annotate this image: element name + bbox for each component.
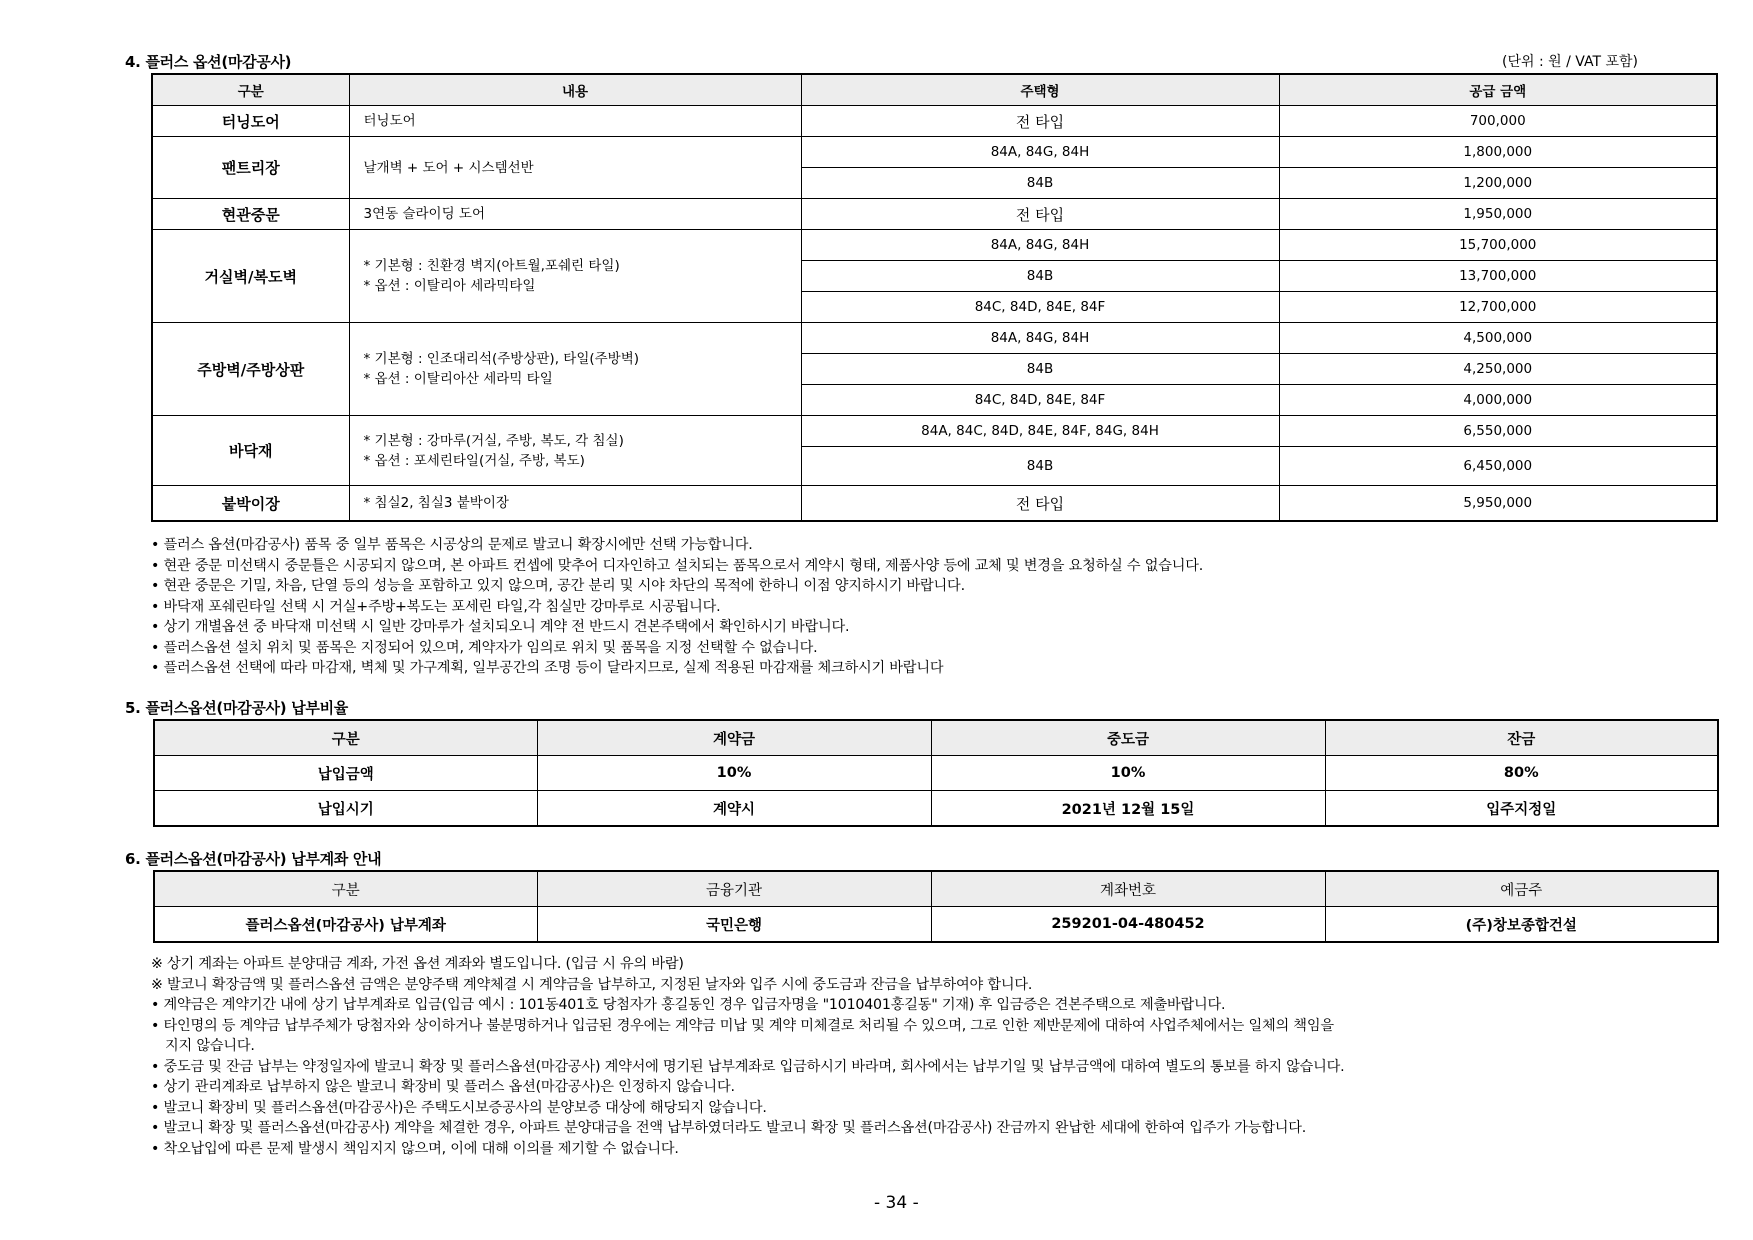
content-cell: 날개벽 + 도어 + 시스템선반 xyxy=(349,137,801,199)
price-cell: 1,800,000 xyxy=(1279,137,1717,168)
type-cell: 전 타입 xyxy=(801,106,1279,137)
header-house-type: 주택형 xyxy=(801,74,1279,106)
note-item: • 플러스옵션 선택에 따라 마감재, 벽체 및 가구계획, 일부공간의 조명 등이 달라지므로, 실제 적용된 마감재를 체크하시기 바랍니다 xyxy=(151,660,944,676)
note-item: • 계약금은 계약기간 내에 상기 납부계좌로 입금(입금 예시 : 101동401호 당첨자가 홍길동인 경우 입금자명을 "1010401홍길동" 기재) 후 입금증은 견본주택으로 제출바랍니다. xyxy=(151,997,1226,1013)
header-price: 공급 금액 xyxy=(1279,74,1717,106)
header-content: 내용 xyxy=(349,74,801,106)
type-cell: 84A, 84G, 84H xyxy=(801,137,1279,168)
type-cell: 84B xyxy=(801,447,1279,486)
section5-title: 5. 플러스옵션(마감공사) 납부비율 xyxy=(125,699,348,717)
ratio-cell: 80% xyxy=(1325,756,1718,791)
header-category: 구분 xyxy=(154,871,537,907)
table-row xyxy=(154,756,1718,791)
note-item: ※ 상기 계좌는 아파트 분양대금 계좌, 가전 옵션 계좌와 별도입니다. (입금 시 유의 바람) xyxy=(151,956,684,972)
header-category: 구분 xyxy=(154,720,537,756)
price-cell: 1,200,000 xyxy=(1279,168,1717,199)
account-info-table xyxy=(153,870,1719,943)
table-row xyxy=(152,486,1717,522)
note-item: • 플러스 옵션(마감공사) 품목 중 일부 품목은 시공상의 문제로 발코니 확장시에만 선택 가능합니다. xyxy=(151,537,753,553)
content-line: * 기본형 : 인조대리석(주방상판), 타일(주방벽) xyxy=(363,351,640,367)
content-line: * 기본형 : 강마루(거실, 주방, 복도, 각 침실) xyxy=(363,432,624,449)
type-cell: 84C, 84D, 84E, 84F xyxy=(801,385,1279,416)
type-cell: 전 타입 xyxy=(801,486,1279,522)
content-line: * 기본형 : 친환경 벽지(아트월,포쉐린 타일) xyxy=(363,258,620,274)
note-item: • 타인명의 등 계약금 납부주체가 당첨자와 상이하거나 불분명하거나 입금된 경우에는 계약금 미납 및 계약 미체결로 처리될 수 있으며, 그로 인한 제반문제에 대하여 사업주체에서는 일체의 책임을 xyxy=(151,1017,1334,1034)
category-cell: 팬트리장 xyxy=(152,137,349,199)
type-cell: 84A, 84C, 84D, 84E, 84F, 84G, 84H xyxy=(801,416,1279,447)
content-line: * 옵션 : 포세린타일(거실, 주방, 복도) xyxy=(363,452,585,469)
category-cell: 현관중문 xyxy=(152,199,349,230)
category-cell: 주방벽/주방상판 xyxy=(152,323,349,416)
account-holder-cell: (주)창보종합건설 xyxy=(1325,907,1718,943)
type-cell: 84C, 84D, 84E, 84F xyxy=(801,292,1279,323)
section4-title: 4. 플러스 옵션(마감공사) xyxy=(125,53,292,71)
price-cell: 700,000 xyxy=(1279,106,1717,137)
price-cell: 4,250,000 xyxy=(1279,354,1717,385)
section4-notes xyxy=(151,535,1203,679)
section6-title: 6. 플러스옵션(마감공사) 납부계좌 안내 xyxy=(125,850,382,868)
timing-cell: 입주지정일 xyxy=(1325,791,1718,827)
content-cell xyxy=(349,323,801,416)
row-label: 납입금액 xyxy=(154,756,537,791)
type-cell: 84B xyxy=(801,261,1279,292)
price-cell: 15,700,000 xyxy=(1279,230,1717,261)
row-label: 플러스옵션(마감공사) 납부계좌 xyxy=(154,907,537,943)
note-item: • 플러스옵션 설치 위치 및 품목은 지정되어 있으며, 계약자가 임의로 위치 및 품목을 지정 선택할 수 없습니다. xyxy=(151,639,818,656)
page-number: - 34 - xyxy=(874,1193,919,1213)
content-cell: 3연동 슬라이딩 도어 xyxy=(349,199,801,230)
category-cell: 붙박이장 xyxy=(152,486,349,522)
note-item: • 발코니 확장비 및 플러스옵션(마감공사)은 주택도시보증공사의 분양보증 대상에 해당되지 않습니다. xyxy=(151,1099,767,1116)
table-header-row xyxy=(154,720,1718,756)
type-cell: 84A, 84G, 84H xyxy=(801,230,1279,261)
header-account-number: 계좌번호 xyxy=(931,871,1325,907)
timing-cell: 2021년 12월 15일 xyxy=(931,791,1325,827)
note-item: • 착오납입에 따른 문제 발생시 책임지지 않으며, 이에 대해 이의를 제기할 수 없습니다. xyxy=(151,1140,679,1157)
content-line: * 옵션 : 이탈리아산 세라믹 타일 xyxy=(363,371,553,387)
header-account-holder: 예금주 xyxy=(1325,871,1718,907)
header-bank: 금융기관 xyxy=(537,871,931,907)
type-cell: 전 타입 xyxy=(801,199,1279,230)
header-category: 구분 xyxy=(152,74,349,106)
note-item: • 바닥재 포쉐린타일 선택 시 거실+주방+복도는 포세린 타일,각 침실만 강마루로 시공됩니다. xyxy=(151,598,721,615)
category-cell: 거실벽/복도벽 xyxy=(152,230,349,323)
content-line: * 옵션 : 이탈리아 세라믹타일 xyxy=(363,278,536,294)
table-row xyxy=(152,199,1717,230)
price-cell: 5,950,000 xyxy=(1279,486,1717,522)
table-row xyxy=(152,230,1717,261)
price-cell: 4,500,000 xyxy=(1279,323,1717,354)
timing-cell: 계약시 xyxy=(537,791,931,827)
account-number-cell: 259201-04-480452 xyxy=(931,907,1325,943)
content-cell: 터닝도어 xyxy=(349,106,801,137)
note-item: • 발코니 확장 및 플러스옵션(마감공사) 계약을 체결한 경우, 아파트 분양대금을 전액 납부하였더라도 발코니 확장 및 플러스옵션(마감공사) 잔금까지 완납한 세대에 한하여 입주가 가능합니다. xyxy=(151,1120,1307,1136)
note-item: • 상기 관리계좌로 납부하지 않은 발코니 확장비 및 플러스 옵션(마감공사)은 인정하지 않습니다. xyxy=(151,1079,735,1095)
note-item: • 현관 중문 미선택시 중문틀은 시공되지 않으며, 본 아파트 컨셉에 맞추어 디자인하고 설치되는 품목으로서 계약시 형태, 제품사양 등에 교체 및 변경을 요청하실 수 없습니다. xyxy=(151,557,1204,574)
note-item: • 중도금 및 잔금 납부는 약정일자에 발코니 확장 및 플러스옵션(마감공사) 계약서에 명기된 납부계좌로 입금하시기 바라며, 회사에서는 납부기일 및 납부금액에 대하여 별도의 통보를 하지 않습니다. xyxy=(151,1058,1345,1075)
table-row xyxy=(152,416,1717,447)
table-row xyxy=(152,323,1717,354)
content-cell xyxy=(349,416,801,486)
price-cell: 6,450,000 xyxy=(1279,447,1717,486)
bank-cell: 국민은행 xyxy=(537,907,931,943)
header-down-payment: 계약금 xyxy=(537,720,931,756)
content-cell: * 침실2, 침실3 붙박이장 xyxy=(349,486,801,522)
row-label: 납입시기 xyxy=(154,791,537,827)
plus-option-table xyxy=(151,73,1718,522)
price-cell: 12,700,000 xyxy=(1279,292,1717,323)
note-item: • 상기 개별옵션 중 바닥재 미선택 시 일반 강마루가 설치되오니 계약 전 반드시 견본주택에서 확인하시기 바랍니다. xyxy=(151,619,850,635)
note-item: • 현관 중문은 기밀, 차음, 단열 등의 성능을 포함하고 있지 않으며, 공간 분리 및 시야 차단의 목적에 한하니 이점 양지하시기 바랍니다. xyxy=(151,578,965,594)
note-item: 지지 않습니다. xyxy=(165,1038,255,1054)
type-cell: 84A, 84G, 84H xyxy=(801,323,1279,354)
note-item: ※ 발코니 확장금액 및 플러스옵션 금액은 분양주택 계약체결 시 계약금을 납부하고, 지정된 날자와 입주 시에 중도금과 잔금을 납부하여야 합니다. xyxy=(151,976,1033,993)
category-cell: 터닝도어 xyxy=(152,106,349,137)
section6-notes xyxy=(151,954,1345,1159)
table-row xyxy=(152,137,1717,168)
table-header-row xyxy=(152,74,1717,106)
price-cell: 6,550,000 xyxy=(1279,416,1717,447)
table-row xyxy=(154,791,1718,827)
content-cell xyxy=(349,230,801,323)
ratio-cell: 10% xyxy=(931,756,1325,791)
payment-ratio-table xyxy=(153,719,1719,827)
unit-note: (단위 : 원 / VAT 포함) xyxy=(1502,54,1638,70)
ratio-cell: 10% xyxy=(537,756,931,791)
table-header-row xyxy=(154,871,1718,907)
price-cell: 13,700,000 xyxy=(1279,261,1717,292)
price-cell: 4,000,000 xyxy=(1279,385,1717,416)
type-cell: 84B xyxy=(801,168,1279,199)
header-middle-payment: 중도금 xyxy=(931,720,1325,756)
table-row xyxy=(154,907,1718,943)
category-cell: 바닥재 xyxy=(152,416,349,486)
header-balance: 잔금 xyxy=(1325,720,1718,756)
type-cell: 84B xyxy=(801,354,1279,385)
table-row xyxy=(152,106,1717,137)
price-cell: 1,950,000 xyxy=(1279,199,1717,230)
